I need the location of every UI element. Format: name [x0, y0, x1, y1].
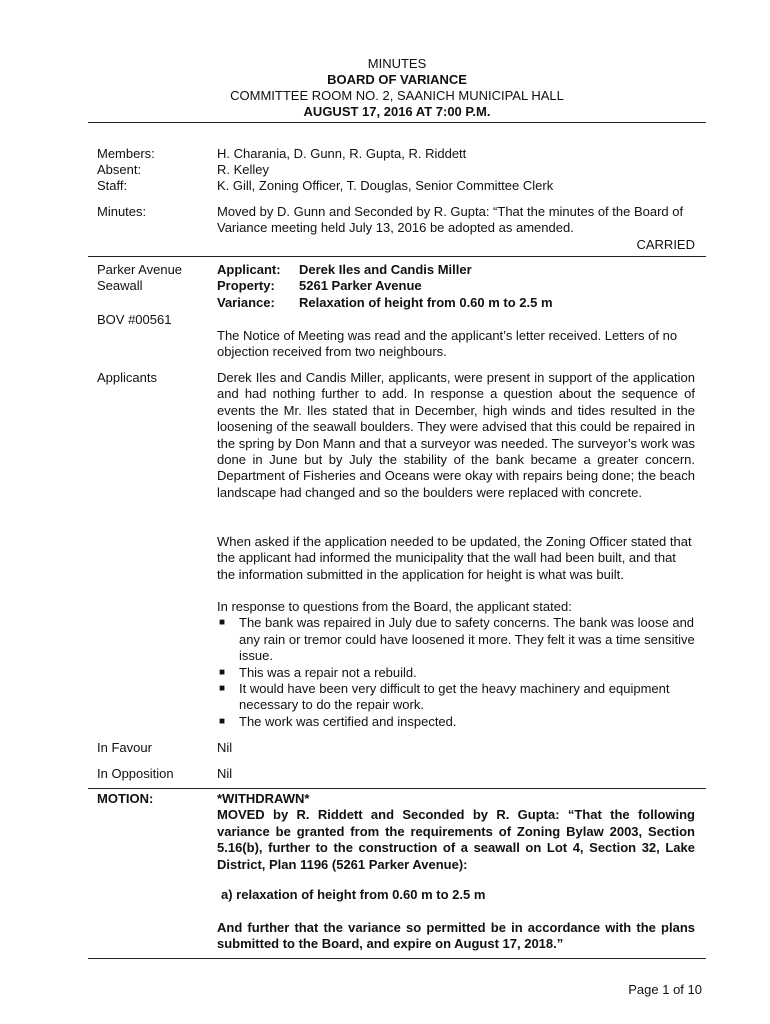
list-item	[217, 714, 695, 730]
item-label-line1: Parker Avenue	[97, 262, 183, 277]
header-location: COMMITTEE ROOM NO. 2, SAANICH MUNICIPAL HALL	[230, 88, 564, 103]
minutes-rule	[88, 256, 706, 257]
motion-label: MOTION:	[97, 791, 154, 806]
header-minutes: MINUTES	[367, 56, 427, 71]
in-favour-value: Nil	[217, 740, 233, 755]
list-item	[217, 665, 695, 681]
minutes-section	[217, 204, 695, 253]
responses-intro: In response to questions from the Board, the applicant stated:	[217, 599, 572, 614]
list-item-text: The bank was repaired in July due to safety concerns. The bank was loose and any rain or tremor could have loosened it more. They felt it was a time sensitive issue.	[239, 615, 695, 664]
motion-status: *WITHDRAWN*	[217, 791, 310, 806]
staff-value: K. Gill, Zoning Officer, T. Douglas, Senior Committee Clerk	[217, 178, 554, 193]
motion-rule	[88, 958, 706, 959]
minutes-label: Minutes:	[97, 204, 147, 219]
applicants-para2: When asked if the application needed to be updated, the Zoning Officer stated that the applicant had informed the municipality that the wall had been built, and that the information submitted in the application for height is what was built.	[217, 534, 692, 582]
in-favour-label: In Favour	[97, 740, 152, 755]
motion-section	[217, 791, 695, 873]
header-date: AUGUST 17, 2016 AT 7:00 P.M.	[303, 104, 491, 119]
applicant-row	[217, 262, 553, 278]
minutes-carried: CARRIED	[636, 236, 695, 252]
applicants-para1: Derek Iles and Candis Miller, applicants, were present in support of the application and had nothing further to add. In response a question about the sequence of events the Mr. Iles stated that in December, high winds and tides resulted in the loosening of the seawall boulders. They were advised that this could be repaired in the spring by Don Mann and that a surveyor was needed. The surveyor’s work was done in June but by July the stability of the bank became a greater concern. Department of Fisheries and Oceans were okay with repairs being done; the beach landscape had changed and so the boulders were replaced with concrete.	[217, 370, 695, 500]
bullet-square-icon: ■	[219, 617, 226, 629]
in-opposition-value: Nil	[217, 766, 233, 781]
item-label	[97, 262, 182, 295]
staff-label: Staff:	[97, 178, 128, 193]
list-item	[217, 681, 695, 714]
applicant-value: Derek Iles and Candis Miller	[299, 262, 472, 277]
list-item-text: The work was certified and inspected.	[239, 713, 457, 729]
members-label: Members:	[97, 146, 155, 161]
bullet-square-icon: ■	[219, 715, 226, 727]
minutes-text: Moved by D. Gunn and Seconded by R. Gupta: “That the minutes of the Board of Variance meeting held July 13, 2016 be adopted as amended.	[217, 204, 684, 236]
bullet-square-icon: ■	[219, 666, 226, 678]
absent-value: R. Kelley	[217, 162, 270, 177]
property-value: 5261 Parker Avenue	[299, 278, 422, 294]
list-item-text: This was a repair not a rebuild.	[239, 664, 417, 680]
page-number: Page 1 of 10	[628, 982, 702, 997]
property-key: Property:	[217, 278, 275, 294]
item-details	[217, 262, 695, 311]
property-row	[217, 278, 553, 294]
absent-label: Absent:	[97, 162, 142, 177]
in-opposition-label: In Opposition	[97, 766, 174, 781]
variance-key: Variance:	[217, 294, 275, 310]
item-details-table	[217, 262, 553, 311]
applicants-label: Applicants	[97, 370, 157, 385]
responses-list	[217, 615, 695, 730]
applicants-responses	[217, 599, 695, 730]
motion-text: MOVED by R. Riddett and Seconded by R. Gupta: “That the following variance be granted from the requirements of Zoning Bylaw 2003, Section 5.16(b), further to the construction of a seawall on Lot 4, Section 32, Lake District, Plan 1196 (5261 Parker Avenue):	[217, 807, 695, 872]
list-item	[217, 615, 695, 664]
bov-number: BOV #00561	[97, 312, 172, 327]
motion-further: And further that the variance so permitted be in accordance with the plans submitted to the Board, and expire on August 17, 2018.”	[217, 920, 695, 952]
header-board-title: BOARD OF VARIANCE	[327, 72, 467, 87]
notice-text: The Notice of Meeting was read and the applicant’s letter received. Letters of no objection received from two neighbours.	[217, 328, 678, 360]
item-label-line2: Seawall	[97, 278, 143, 294]
applicant-key: Applicant:	[217, 262, 281, 277]
variance-value: Relaxation of height from 0.60 m to 2.5 m	[299, 294, 553, 310]
motion-sub-item: a) relaxation of height from 0.60 m to 2.5 m	[221, 887, 486, 902]
header-rule	[88, 122, 706, 123]
variance-row	[217, 295, 553, 311]
members-value: H. Charania, D. Gunn, R. Gupta, R. Riddett	[217, 146, 467, 161]
document-header	[88, 56, 706, 120]
list-item-text: It would have been very difficult to get the heavy machinery and equipment necessary to do the repair work.	[239, 681, 670, 713]
bullet-square-icon: ■	[219, 683, 226, 695]
opposition-rule	[88, 788, 706, 789]
